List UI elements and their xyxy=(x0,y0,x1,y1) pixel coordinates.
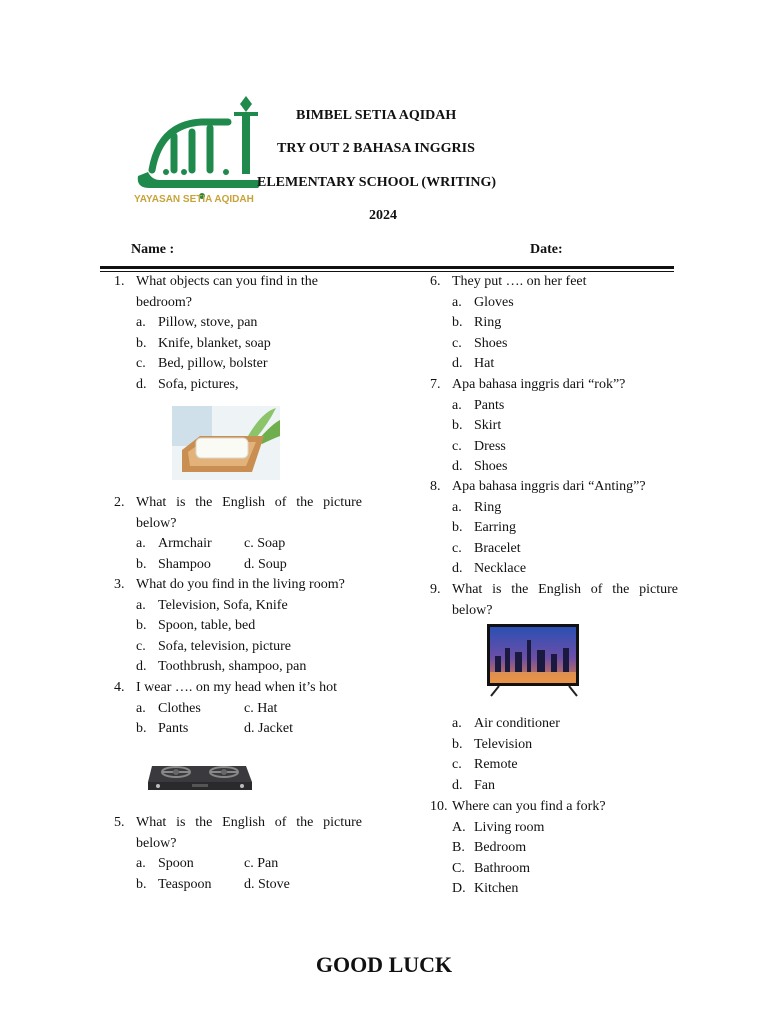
option-letter: d. xyxy=(452,459,463,474)
option-text: Pants xyxy=(158,721,189,736)
option-text: Fan xyxy=(474,777,495,793)
option xyxy=(114,354,362,375)
question-number: 3. xyxy=(114,577,125,592)
television-picture xyxy=(481,622,581,700)
option-letter: D. xyxy=(452,881,466,896)
option xyxy=(430,559,678,580)
option xyxy=(430,755,678,776)
option-letter: a. xyxy=(136,536,146,551)
question-5 xyxy=(114,813,362,895)
option-text: Necklace xyxy=(474,561,527,576)
question-text: Apa bahasa inggris dari “rok”? xyxy=(452,377,626,392)
question-number: 9. xyxy=(430,582,441,597)
question-text: What is the English of the picture below? xyxy=(452,582,678,618)
option-letter: d. xyxy=(136,376,147,392)
question-3 xyxy=(114,575,362,678)
option-text: Hat xyxy=(474,356,495,371)
option-text: Living room xyxy=(474,819,545,835)
option-text: Pants xyxy=(474,397,505,413)
question-6 xyxy=(430,272,678,375)
option-letter: a. xyxy=(452,716,462,731)
option xyxy=(114,375,362,396)
option xyxy=(430,498,678,519)
question-number: 10. xyxy=(430,799,448,814)
option-letter: b. xyxy=(136,721,147,736)
name-label: Name : xyxy=(131,242,175,257)
soap-picture xyxy=(172,406,280,480)
option-text: Television, Sofa, Knife xyxy=(158,597,288,613)
good-luck-footer: GOOD LUCK xyxy=(315,952,453,977)
option-letter: c. xyxy=(452,540,462,556)
option-text: Skirt xyxy=(474,418,502,433)
question-number: 6. xyxy=(430,274,441,289)
option-letter: b. xyxy=(452,315,463,330)
option-letter: d. xyxy=(452,561,463,576)
option xyxy=(430,879,678,900)
header-rule xyxy=(100,266,674,269)
option-letter: d. xyxy=(452,777,463,793)
option xyxy=(430,539,678,560)
option-letter: d. xyxy=(452,356,463,371)
question-text: Apa bahasa inggris dari “Anting”? xyxy=(452,479,646,494)
option xyxy=(430,859,678,880)
option-letter: c. xyxy=(136,638,146,654)
question-text: Where can you find a fork? xyxy=(452,799,606,814)
option-letter: b. xyxy=(136,335,147,351)
option-letter: d. xyxy=(136,659,147,674)
option-text: Spoon, table, bed xyxy=(158,618,256,633)
option-letter: b. xyxy=(136,618,147,633)
option-text: Clothes xyxy=(158,700,201,716)
option-letter: b. xyxy=(452,520,463,535)
option-letter: a. xyxy=(136,700,146,716)
test-title: TRY OUT 2 BAHASA INGGRIS xyxy=(277,141,475,156)
question-10 xyxy=(430,797,678,900)
year: 2024 xyxy=(369,208,397,223)
option-text: Sofa, television, picture xyxy=(158,638,291,654)
option xyxy=(430,334,678,355)
option-text: Bedroom xyxy=(474,840,527,855)
option-text: Bed, pillow, bolster xyxy=(158,356,268,371)
option xyxy=(114,596,362,617)
option-text: Gloves xyxy=(474,294,514,310)
option-letter: B. xyxy=(452,840,465,855)
option-letter: a. xyxy=(136,315,146,330)
option xyxy=(430,818,678,839)
option-text: Sofa, pictures, xyxy=(158,376,239,392)
question-text: What do you find in the living room? xyxy=(136,577,345,592)
option-text: Air conditioner xyxy=(474,716,560,731)
option-text: Remote xyxy=(474,757,518,772)
logo xyxy=(130,92,272,210)
option-text: Ring xyxy=(474,499,502,515)
option-letter: c. xyxy=(136,356,146,371)
question-text: What objects can you find in the bedroom? xyxy=(136,274,318,310)
option-text: Bathroom xyxy=(474,860,530,876)
option-row xyxy=(114,875,362,896)
option-letter: A. xyxy=(452,819,466,835)
stove-picture xyxy=(146,752,254,796)
option-text: c. Soap xyxy=(244,536,286,551)
option-text: Kitchen xyxy=(474,881,519,896)
option-row xyxy=(114,854,362,875)
question-number: 8. xyxy=(430,479,441,494)
option-letter: a. xyxy=(136,597,146,613)
option-letter: a. xyxy=(136,856,146,871)
option xyxy=(114,616,362,637)
option-letter: b. xyxy=(136,876,147,892)
option xyxy=(114,313,362,334)
option-letter: c. xyxy=(452,438,462,454)
option-text: Teaspoon xyxy=(158,876,212,892)
question-text: What is the English of the picture below? xyxy=(136,495,362,531)
option xyxy=(114,334,362,355)
question-7 xyxy=(430,375,678,478)
school-title: BIMBEL SETIA AQIDAH xyxy=(296,108,457,123)
question-1 xyxy=(114,272,362,395)
question-text: I wear …. on my head when it’s hot xyxy=(136,680,338,695)
option-text: Dress xyxy=(474,438,506,454)
option-text: d. Jacket xyxy=(244,721,293,736)
option xyxy=(430,313,678,334)
option xyxy=(430,416,678,437)
question-number: 1. xyxy=(114,274,125,289)
option-letter: a. xyxy=(452,397,462,413)
option-row xyxy=(114,699,362,720)
option-letter: a. xyxy=(452,499,462,515)
logo-caption: YAYASAN SETIA AQIDAH xyxy=(134,194,254,205)
option-letter: c. xyxy=(452,335,462,351)
question-text: They put …. on her feet xyxy=(452,274,587,289)
option xyxy=(430,457,678,478)
question-number: 2. xyxy=(114,495,125,510)
option xyxy=(114,637,362,658)
option-text: Bracelet xyxy=(474,540,521,556)
option-letter: a. xyxy=(452,294,462,310)
option-text: Earring xyxy=(474,520,516,535)
option xyxy=(114,657,362,678)
option-text: Pillow, stove, pan xyxy=(158,315,258,330)
option-text: d. Stove xyxy=(244,876,290,892)
option xyxy=(430,714,678,735)
option-text: Ring xyxy=(474,315,502,330)
option xyxy=(430,838,678,859)
question-number: 5. xyxy=(114,815,125,830)
option-letter: b. xyxy=(452,736,463,752)
question-number: 4. xyxy=(114,680,125,695)
question-text: What is the English of the picture below? xyxy=(136,815,362,851)
option-letter: b. xyxy=(136,556,147,572)
question-9-options xyxy=(430,714,678,796)
question-4 xyxy=(114,678,362,740)
option xyxy=(430,293,678,314)
option-text: Shoes xyxy=(474,335,508,351)
option xyxy=(430,437,678,458)
option-text: Spoon xyxy=(158,856,194,871)
option xyxy=(430,396,678,417)
option-row xyxy=(114,555,362,576)
option xyxy=(430,518,678,539)
option-text: Shoes xyxy=(474,459,508,474)
option-row xyxy=(114,534,362,555)
option xyxy=(430,354,678,375)
option-text: c. Pan xyxy=(244,856,279,871)
option-letter: c. xyxy=(452,757,462,772)
option-text: Knife, blanket, soap xyxy=(158,335,271,351)
option-row xyxy=(114,719,362,740)
option-text: Armchair xyxy=(158,536,212,551)
option-text: Toothbrush, shampoo, pan xyxy=(158,659,307,674)
option xyxy=(430,735,678,756)
option-text: Shampoo xyxy=(158,556,211,572)
option-text: d. Soup xyxy=(244,556,287,572)
date-label: Date: xyxy=(530,242,563,257)
option-letter: b. xyxy=(452,418,463,433)
level-title: ELEMENTARY SCHOOL (WRITING) xyxy=(257,175,497,190)
question-number: 7. xyxy=(430,377,441,392)
option xyxy=(430,776,678,797)
option-text: Television xyxy=(474,736,533,752)
question-8 xyxy=(430,477,678,580)
question-2 xyxy=(114,493,362,575)
option-letter: C. xyxy=(452,860,465,876)
question-9 xyxy=(430,580,678,621)
option-text: c. Hat xyxy=(244,700,278,716)
